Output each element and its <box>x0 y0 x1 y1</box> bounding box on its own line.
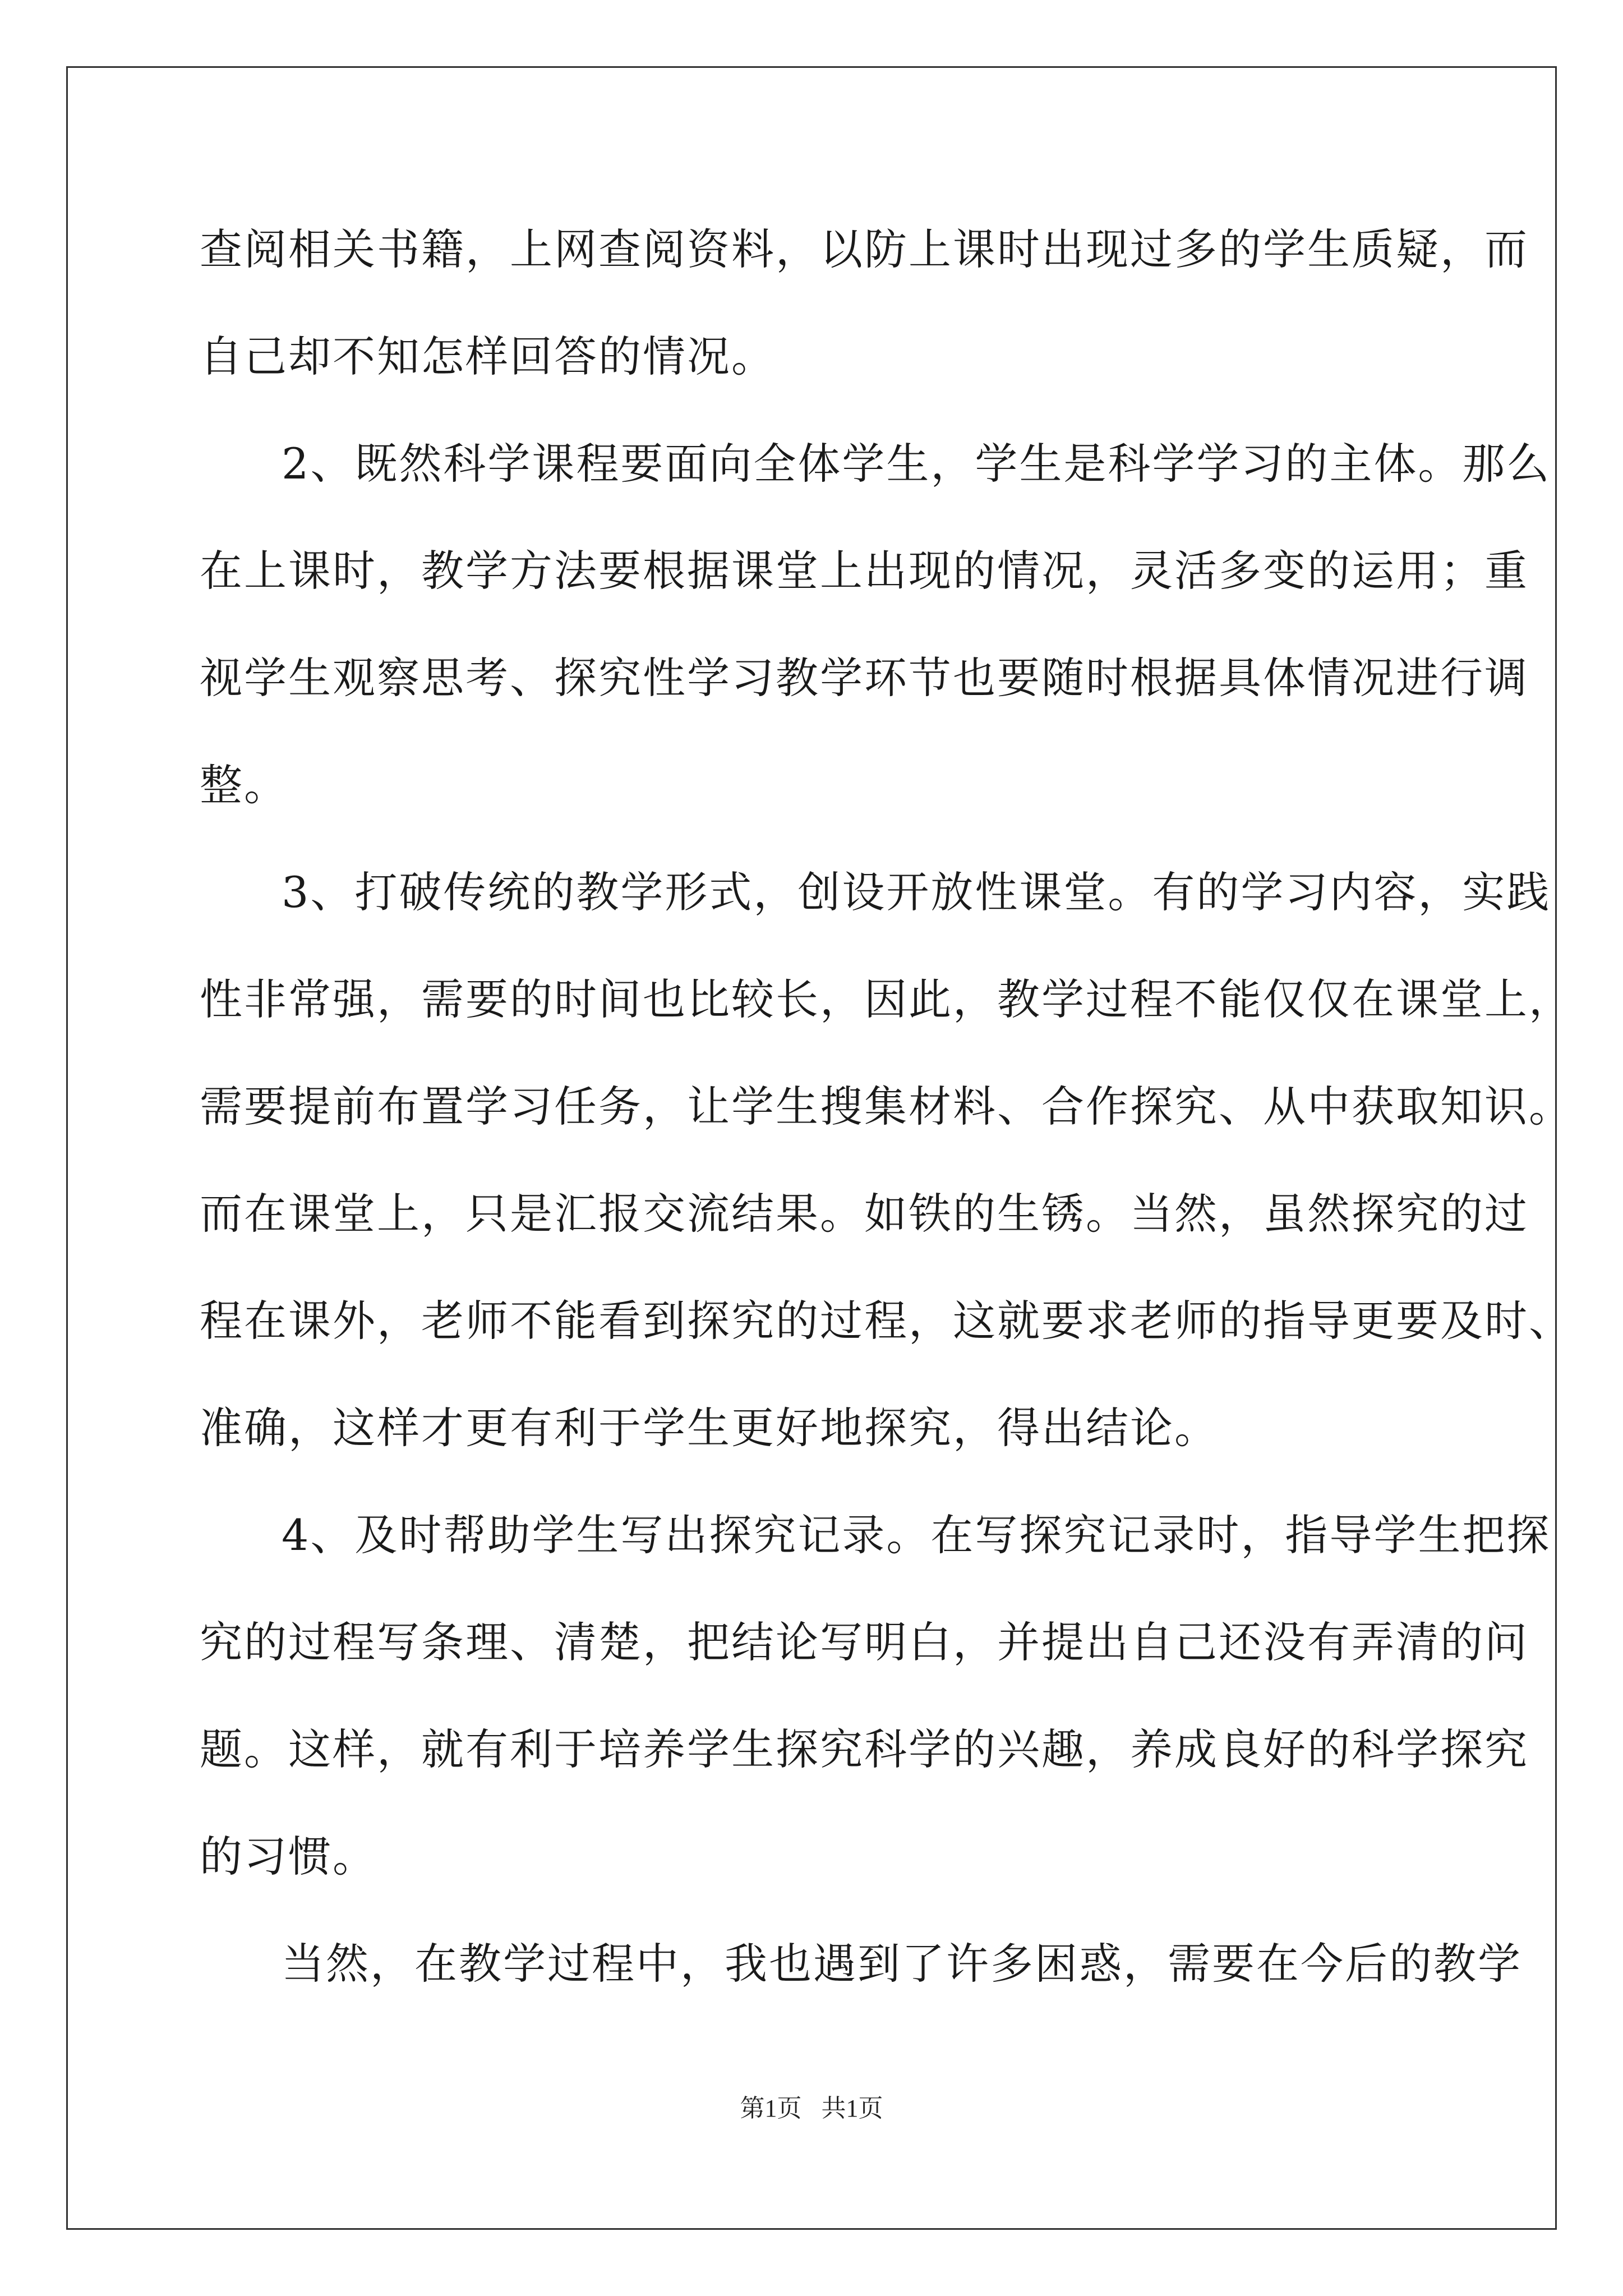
text-line: 而在课堂上，只是汇报交流结果。如铁的生锈。当然，虽然探究的过 <box>200 1189 1529 1239</box>
text-line: 在上课时，教学方法要根据课堂上出现的情况，灵活多变的运用；重 <box>200 546 1529 596</box>
text-line: 的习惯。 <box>200 1832 377 1881</box>
paragraph-start-conclusion: 当然，在教学过程中，我也遇到了许多困惑，需要在今后的教学 <box>282 1939 1522 1989</box>
paragraph-start-3: 3、打破传统的教学形式，创设开放性课堂。有的学习内容，实践 <box>282 867 1551 917</box>
paragraph-start-4: 4、及时帮助学生写出探究记录。在写探究记录时，指导学生把探 <box>282 1510 1551 1560</box>
text-line: 需要提前布置学习任务，让学生搜集材料、合作探究、从中获取知识。 <box>200 1082 1573 1131</box>
page-total: 共1页 <box>821 2095 883 2122</box>
page-footer <box>0 2088 1623 2124</box>
text-line: 视学生观察思考、探究性学习教学环节也要随时根据具体情况进行调 <box>200 653 1529 703</box>
text-line: 程在课外，老师不能看到探究的过程，这就要求老师的指导更要及时、 <box>200 1296 1573 1346</box>
page-number: 第1页 <box>740 2095 802 2122</box>
document-body <box>200 216 1573 2037</box>
text-line: 究的过程写条理、清楚，把结论写明白，并提出自己还没有弄清的问 <box>200 1617 1529 1667</box>
text-line: 准确，这样才更有利于学生更好地探究，得出结论。 <box>200 1403 1219 1453</box>
text-line: 题。这样，就有利于培养学生探究科学的兴趣，养成良好的科学探究 <box>200 1724 1529 1774</box>
text-line: 性非常强，需要的时间也比较长，因此，教学过程不能仅仅在课堂上， <box>200 974 1573 1024</box>
text-line: 查阅相关书籍，上网查阅资料，以防上课时出现过多的学生质疑，而 <box>200 224 1529 274</box>
text-line: 自己却不知怎样回答的情况。 <box>200 332 776 381</box>
paragraph-start-2: 2、既然科学课程要面向全体学生，学生是科学学习的主体。那么 <box>282 439 1551 489</box>
text-line: 整。 <box>200 760 288 810</box>
